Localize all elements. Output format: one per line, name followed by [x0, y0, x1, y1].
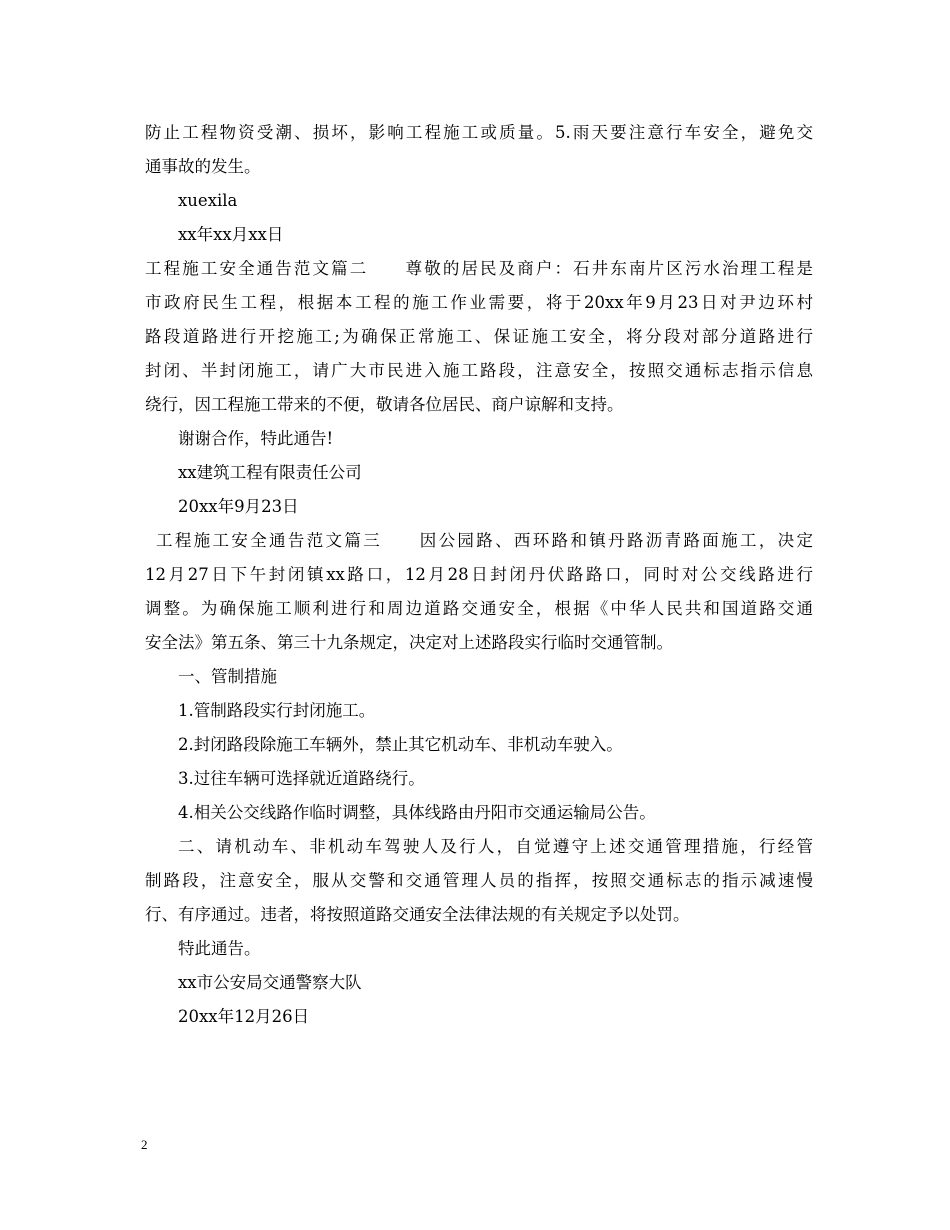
document-body [145, 116, 813, 1034]
text-line: 封闭、半封闭施工，请广大市民进入施工路段，注意安全，按照交通标志指示信息 [145, 361, 813, 380]
text-line: 绕行，因工程施工带来的不便，敬请各位居民、商户谅解和支持。 [145, 395, 624, 414]
date-line: xx年xx月xx日 [178, 225, 284, 244]
text-line: 行、有序通过。违者，将按照道路交通安全法律法规的有关规定予以处罚。 [145, 905, 690, 924]
text-line: 制路段，注意安全，服从交警和交通管理人员的指挥，按照交通标志的指示减速慢 [145, 871, 813, 890]
section-heading-line: 工程施工安全通告范文篇三 因公园路、西环路和镇丹路沥青路面施工，决定 [156, 531, 813, 550]
text-line: 谢谢合作，特此通告! [178, 429, 334, 448]
list-item: 4.相关公交线路作临时调整，具体线路由丹阳市交通运输局公告。 [178, 803, 656, 822]
signature-line: xx市公安局交通警察大队 [178, 973, 362, 992]
list-item: 2.封闭路段除施工车辆外，禁止其它机动车、非机动车驶入。 [178, 735, 623, 754]
text-line: 二、请机动车、非机动车驾驶人及行人，自觉遵守上述交通管理措施，行经管 [178, 837, 813, 856]
text-line: 12月27日下午封闭镇xx路口，12月28日封闭丹伏路路口，同时对公交线路进行 [145, 565, 813, 584]
date-line: 20xx年12月26日 [178, 1007, 310, 1026]
section-heading-line: 工程施工安全通告范文篇二 尊敬的居民及商户：石井东南片区污水治理工程是 [145, 259, 813, 278]
list-item: 1.管制路段实行封闭施工。 [178, 701, 376, 720]
text-line: 市政府民生工程，根据本工程的施工作业需要，将于20xx年9月23日对尹边环村 [145, 293, 813, 312]
text-line: 特此通告。 [178, 939, 261, 958]
list-item: 3.过往车辆可选择就近道路绕行。 [178, 769, 425, 788]
date-line: 20xx年9月23日 [178, 497, 299, 516]
text-line: 通事故的发生。 [145, 157, 261, 176]
text-line: 防止工程物资受潮、损坏，影响工程施工或质量。5.雨天要注意行车安全，避免交 [145, 123, 813, 142]
text-line: xuexila [178, 191, 238, 210]
text-line: 路段道路进行开挖施工;为确保正常施工、保证施工安全，将分段对部分道路进行 [145, 327, 813, 346]
text-line: 一、管制措施 [178, 667, 277, 686]
text-line: 安全法》第五条、第三十九条规定，决定对上述路段实行临时交通管制。 [145, 633, 673, 652]
signature-line: xx建筑工程有限责任公司 [178, 463, 362, 482]
text-line: 调整。为确保施工顺利进行和周边道路交通安全，根据《中华人民共和国道路交通 [145, 599, 813, 618]
page-number: 2 [141, 1137, 148, 1152]
